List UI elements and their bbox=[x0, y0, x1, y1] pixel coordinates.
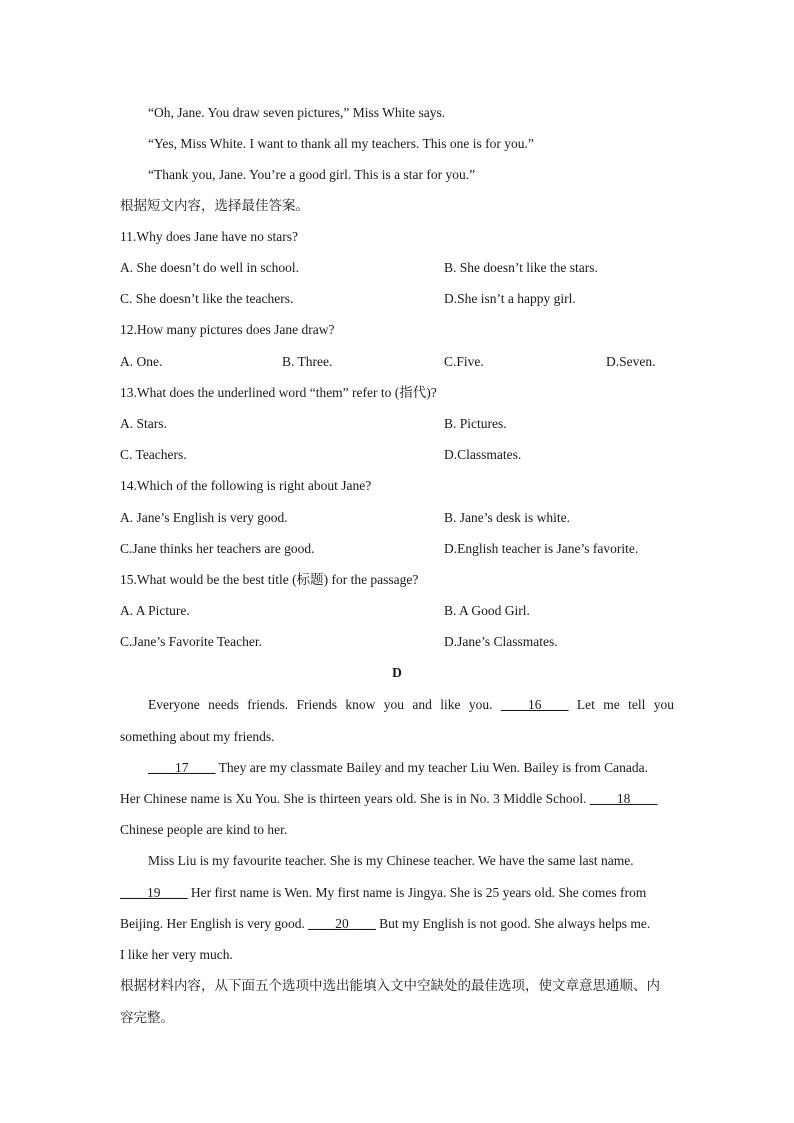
q13-option-d: D.Classmates. bbox=[444, 447, 522, 462]
q13-option-a: A. Stars. bbox=[120, 416, 167, 431]
blank-20: ____20____ bbox=[308, 916, 376, 931]
q14-option-c: C.Jane thinks her teachers are good. bbox=[120, 541, 315, 556]
question-12: 12.How many pictures does Jane draw? bbox=[120, 322, 335, 337]
p1-text-b: Let me tell you bbox=[568, 697, 674, 712]
instruction-c: 根据短文内容，选择最佳答案。 bbox=[120, 198, 309, 214]
paragraph-3-line-2 bbox=[120, 883, 674, 903]
dialogue-line-3: “Thank you, Jane. You’re a good girl. This is a star for you.” bbox=[148, 167, 476, 182]
q15-option-c: C.Jane’s Favorite Teacher. bbox=[120, 634, 263, 649]
q13-option-b: B. Pictures. bbox=[444, 416, 507, 431]
q12-option-c: C.Five. bbox=[444, 354, 484, 369]
q15-option-a: A. A Picture. bbox=[120, 603, 190, 618]
q14-option-d: D.English teacher is Jane’s favorite. bbox=[444, 541, 639, 556]
q12-option-d: D.Seven. bbox=[606, 354, 656, 369]
p1-text-a: Everyone needs friends. Friends know you and like you. bbox=[148, 697, 501, 712]
paragraph-1-line-2: something about my friends. bbox=[120, 729, 275, 744]
instruction-d-line-2: 容完整。 bbox=[120, 1010, 174, 1026]
q11-option-c: C. She doesn’t like the teachers. bbox=[120, 291, 294, 306]
question-14: 14.Which of the following is right about Jane? bbox=[120, 478, 372, 493]
p2-text-2: Her Chinese name is Xu You. She is thirteen years old. She is in No. 3 Middle School. bbox=[120, 791, 590, 806]
blank-19: ____19____ bbox=[120, 885, 188, 900]
q11-option-b: B. She doesn’t like the stars. bbox=[444, 260, 598, 275]
q12-option-a: A. One. bbox=[120, 354, 163, 369]
p2-text-1: They are my classmate Bailey and my teacher Liu Wen. Bailey is from Canada. bbox=[215, 760, 649, 775]
dialogue-line-1: “Oh, Jane. You draw seven pictures,” Miss White says. bbox=[148, 105, 446, 120]
q14-option-b: B. Jane’s desk is white. bbox=[444, 510, 570, 525]
q14-option-a: A. Jane’s English is very good. bbox=[120, 510, 288, 525]
p3-text-3a: Beijing. Her English is very good. bbox=[120, 916, 309, 931]
paragraph-2-line-3: Chinese people are kind to her. bbox=[120, 822, 288, 837]
paragraph-3-line-3 bbox=[120, 914, 674, 934]
paragraph-2-line-2 bbox=[120, 789, 674, 809]
paragraph-3-line-4: I like her very much. bbox=[120, 947, 233, 962]
dialogue-line-2: “Yes, Miss White. I want to thank all my teachers. This one is for you.” bbox=[148, 136, 534, 151]
paragraph-2-line-1 bbox=[148, 758, 674, 778]
q15-option-d: D.Jane’s Classmates. bbox=[444, 634, 558, 649]
q11-option-a: A. She doesn’t do well in school. bbox=[120, 260, 299, 275]
paragraph-3-line-1: Miss Liu is my favourite teacher. She is my Chinese teacher. We have the same last name. bbox=[148, 853, 634, 868]
instruction-d-line-1: 根据材料内容，从下面五个选项中选出能填入文中空缺处的最佳选项，使文章意思通顺、内 bbox=[120, 978, 660, 994]
blank-18: ____18____ bbox=[589, 791, 658, 806]
q12-option-b: B. Three. bbox=[282, 354, 333, 369]
blank-16: ____16____ bbox=[500, 697, 569, 712]
paragraph-1-line-1 bbox=[148, 695, 674, 715]
question-15: 15.What would be the best title (标题) for the passage? bbox=[120, 572, 419, 587]
q13-option-c: C. Teachers. bbox=[120, 447, 187, 462]
question-11: 11.Why does Jane have no stars? bbox=[120, 229, 298, 244]
section-d-heading: D bbox=[392, 665, 402, 680]
q11-option-d: D.She isn’t a happy girl. bbox=[444, 291, 576, 306]
p3-text-3b: But my English is not good. She always helps me. bbox=[375, 916, 651, 931]
question-13: 13.What does the underlined word “them” refer to (指代)? bbox=[120, 385, 437, 400]
q15-option-b: B. A Good Girl. bbox=[444, 603, 530, 618]
blank-17: ____17____ bbox=[148, 760, 216, 775]
p3-text-2: Her first name is Wen. My first name is Jingya. She is 25 years old. She comes from bbox=[187, 885, 647, 900]
